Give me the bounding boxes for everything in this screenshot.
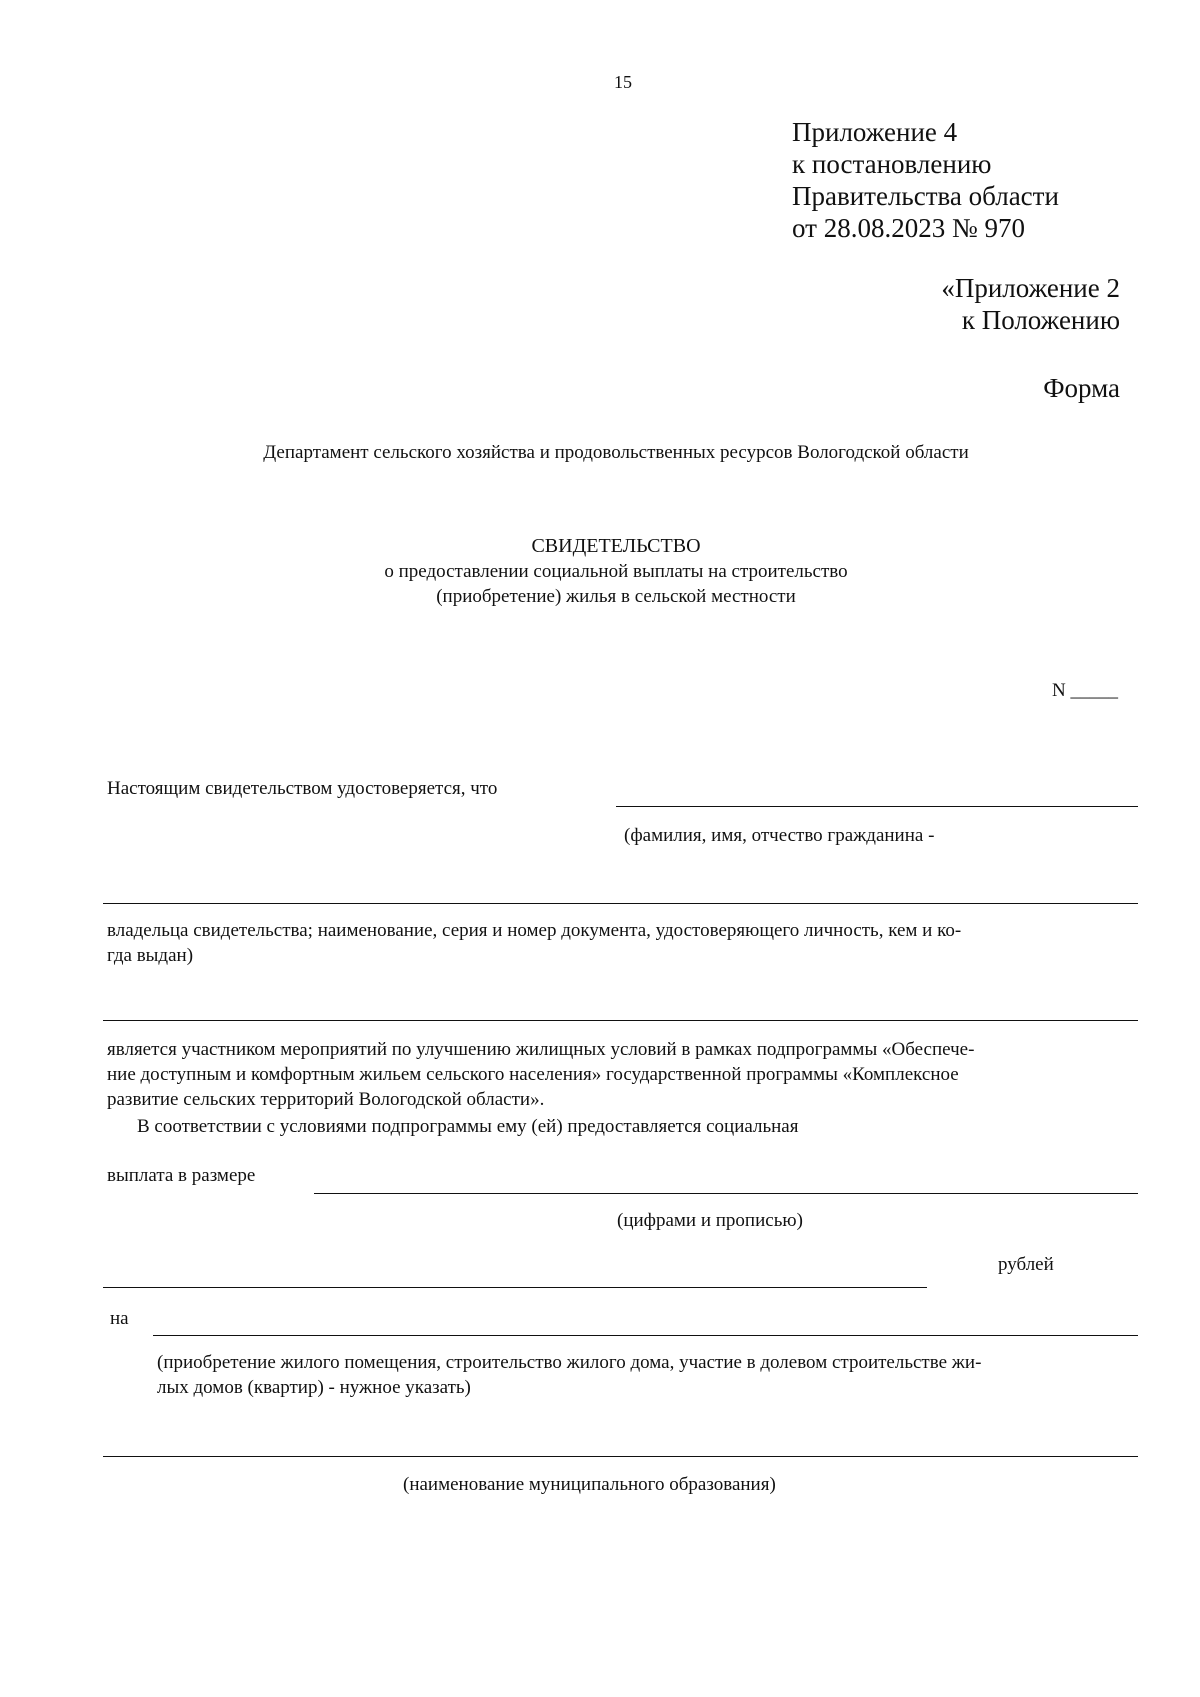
hint-purpose-line-1: (приобретение жилого помещения, строительство жилого дома, участие в долевом строительстве жи-	[157, 1352, 982, 1373]
municipality-field-line[interactable]	[103, 1456, 1138, 1457]
certificate-title: СВИДЕТЕЛЬСТВО	[531, 535, 701, 557]
hint-purpose-block	[157, 1350, 981, 1400]
certificate-number: N _____	[1052, 680, 1118, 701]
hint-digits: (цифрами и прописью)	[617, 1210, 803, 1231]
payment-words-field-line[interactable]	[103, 1287, 927, 1288]
certificate-title-block	[0, 534, 1200, 609]
department-name: Департамент сельского хозяйства и продовольственных ресурсов Вологодской области	[263, 442, 969, 463]
hint-owner-line-2: гда выдан)	[107, 945, 194, 966]
appendix-line-3: Правительства области	[792, 181, 1059, 211]
sub-appendix-block	[941, 272, 1120, 336]
hint-municipality: (наименование муниципального образования)	[403, 1474, 776, 1495]
hint-fio: (фамилия, имя, отчество гражданина -	[624, 825, 935, 846]
certificate-subtitle-2: (приобретение) жилья в сельской местности	[436, 586, 796, 607]
appendix-line-4: от 28.08.2023 № 970	[792, 213, 1025, 243]
appendix-line-1: Приложение 4	[792, 117, 958, 147]
participant-paragraph	[107, 1037, 974, 1112]
on-label: на	[110, 1308, 129, 1329]
hint-purpose-line-2: лых домов (квартир) - нужное указать)	[157, 1377, 471, 1398]
hint-owner-block	[107, 918, 961, 968]
payment-field-line[interactable]	[314, 1193, 1138, 1194]
rubles-label: рублей	[998, 1254, 1054, 1275]
page-number: 15	[614, 72, 632, 92]
participant-line-1: является участником мероприятий по улучшению жилищных условий в рамках подпрограммы «Обеспече-	[107, 1039, 975, 1060]
fio-field-line[interactable]	[616, 806, 1138, 807]
appendix-line-2: к постановлению	[792, 149, 992, 179]
certificate-subtitle-1: о предоставлении социальной выплаты на строительство	[384, 561, 848, 582]
payment-label: выплата в размере	[107, 1165, 256, 1186]
certify-text: Настоящим свидетельством удостоверяется, что	[107, 778, 498, 799]
participant-line-2: ние доступным и комфортным жильем сельского населения» государственной программы «Комплексное	[107, 1064, 959, 1085]
document-field-line[interactable]	[103, 1020, 1138, 1021]
owner-field-line[interactable]	[103, 903, 1138, 904]
sub-appendix-line-2: к Положению	[961, 305, 1120, 335]
form-label: Форма	[1043, 373, 1120, 403]
purpose-field-line[interactable]	[153, 1335, 1138, 1336]
hint-owner-line-1: владельца свидетельства; наименование, серия и номер документа, удостоверяющего личность, кем и ко-	[107, 920, 962, 941]
appendix-block	[792, 116, 1059, 244]
accordance-text: В соответствии с условиями подпрограммы ему (ей) предоставляется социальная	[137, 1116, 799, 1137]
participant-line-3: развитие сельских территорий Вологодской области».	[107, 1089, 545, 1110]
sub-appendix-line-1: «Приложение 2	[941, 273, 1120, 303]
